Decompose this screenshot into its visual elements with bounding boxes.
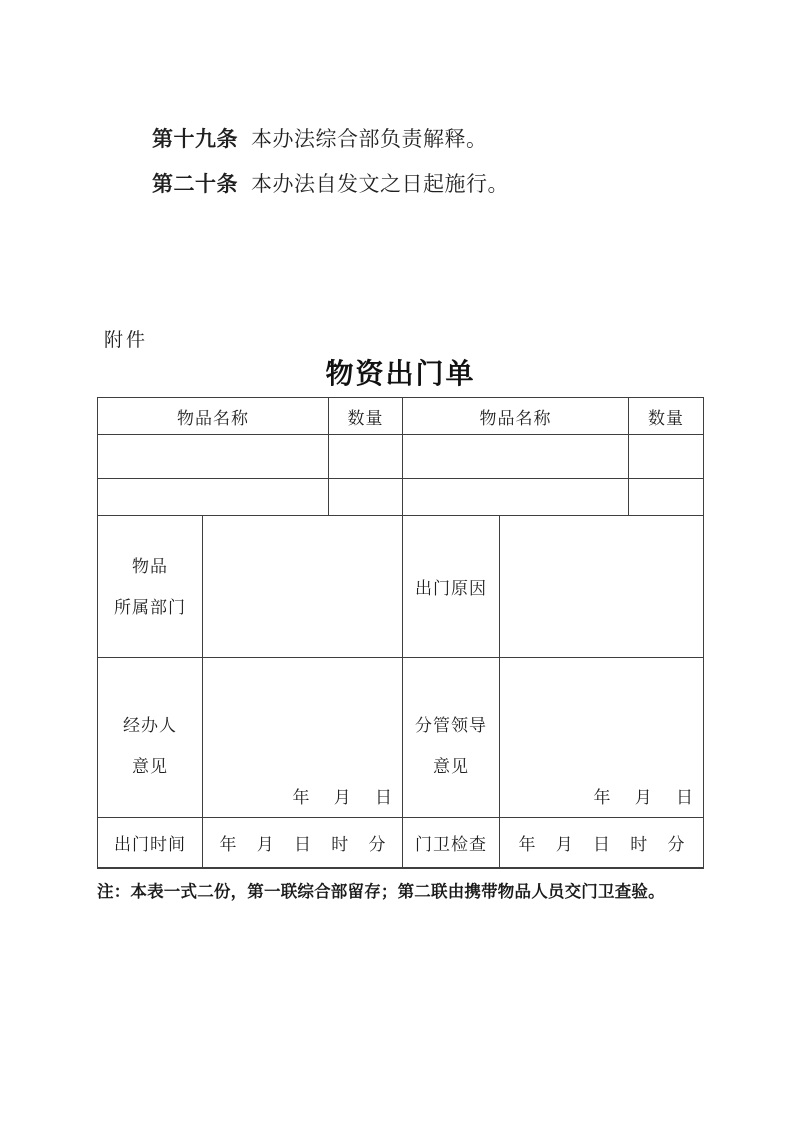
guard-check-value-cell: 年 月 日 时 分 — [518, 835, 685, 854]
leader-label-line2: 意见 — [433, 756, 469, 776]
header-quantity-right: 数量 — [648, 408, 684, 428]
footnote: 注：本表一式二份，第一联综合部留存；第二联由携带物品人员交门卫查验。 — [97, 882, 665, 901]
exit-time-guard-row — [98, 818, 703, 867]
leader-sign-date-line: 年 月 日 — [593, 788, 693, 807]
article-20-paragraph — [152, 172, 509, 196]
quantity-cell-blank — [329, 479, 403, 515]
handler-sign-date-line: 年 月 日 — [292, 788, 392, 807]
attachment-label: 附件 — [104, 330, 149, 351]
leader-opinion-label-cell — [403, 658, 500, 817]
article-19-text: 本办法综合部负责解释。 — [251, 127, 488, 151]
article-19-number: 第十九条 — [152, 127, 238, 151]
article-19-paragraph — [152, 127, 488, 151]
item-name-cell-blank — [98, 435, 329, 478]
form-title: 物资出门单 — [325, 358, 476, 389]
item-entry-row-1 — [98, 435, 703, 479]
department-reason-row — [98, 516, 703, 658]
header-item-name-left: 物品名称 — [98, 398, 329, 434]
item-name-cell-blank — [403, 435, 629, 478]
handler-opinion-label-cell — [98, 658, 203, 817]
department-label-cell — [98, 516, 203, 657]
quantity-cell-blank — [329, 435, 403, 478]
department-label-line1: 物品 — [132, 556, 168, 576]
leader-opinion-value-cell — [500, 658, 703, 817]
exit-time-label-cell: 出门时间 — [98, 818, 203, 867]
article-20-text: 本办法自发文之日起施行。 — [251, 172, 509, 196]
handler-label-line1: 经办人 — [123, 715, 177, 735]
department-value-cell-blank — [203, 516, 403, 657]
quantity-cell-blank — [629, 479, 703, 515]
header-quantity-left: 数量 — [329, 398, 403, 434]
material-exit-form-table — [97, 397, 704, 869]
article-20-number: 第二十条 — [152, 172, 238, 196]
handler-opinion-value-cell — [203, 658, 403, 817]
item-name-cell-blank — [403, 479, 629, 515]
exit-time-value-cell: 年 月 日 时 分 — [203, 818, 403, 867]
reason-value-cell-blank — [500, 516, 703, 657]
header-item-name-right: 物品名称 — [403, 398, 629, 434]
item-entry-row-2 — [98, 479, 703, 516]
item-name-cell-blank — [98, 479, 329, 515]
department-label-line2: 所属部门 — [114, 597, 186, 617]
reason-label-cell: 出门原因 — [403, 516, 500, 657]
quantity-cell-blank — [629, 435, 703, 478]
opinions-row — [98, 658, 703, 818]
guard-check-label-cell: 门卫检查 — [403, 818, 500, 867]
handler-label-line2: 意见 — [132, 756, 168, 776]
header-row — [98, 398, 703, 435]
leader-label-line1: 分管领导 — [415, 715, 487, 735]
